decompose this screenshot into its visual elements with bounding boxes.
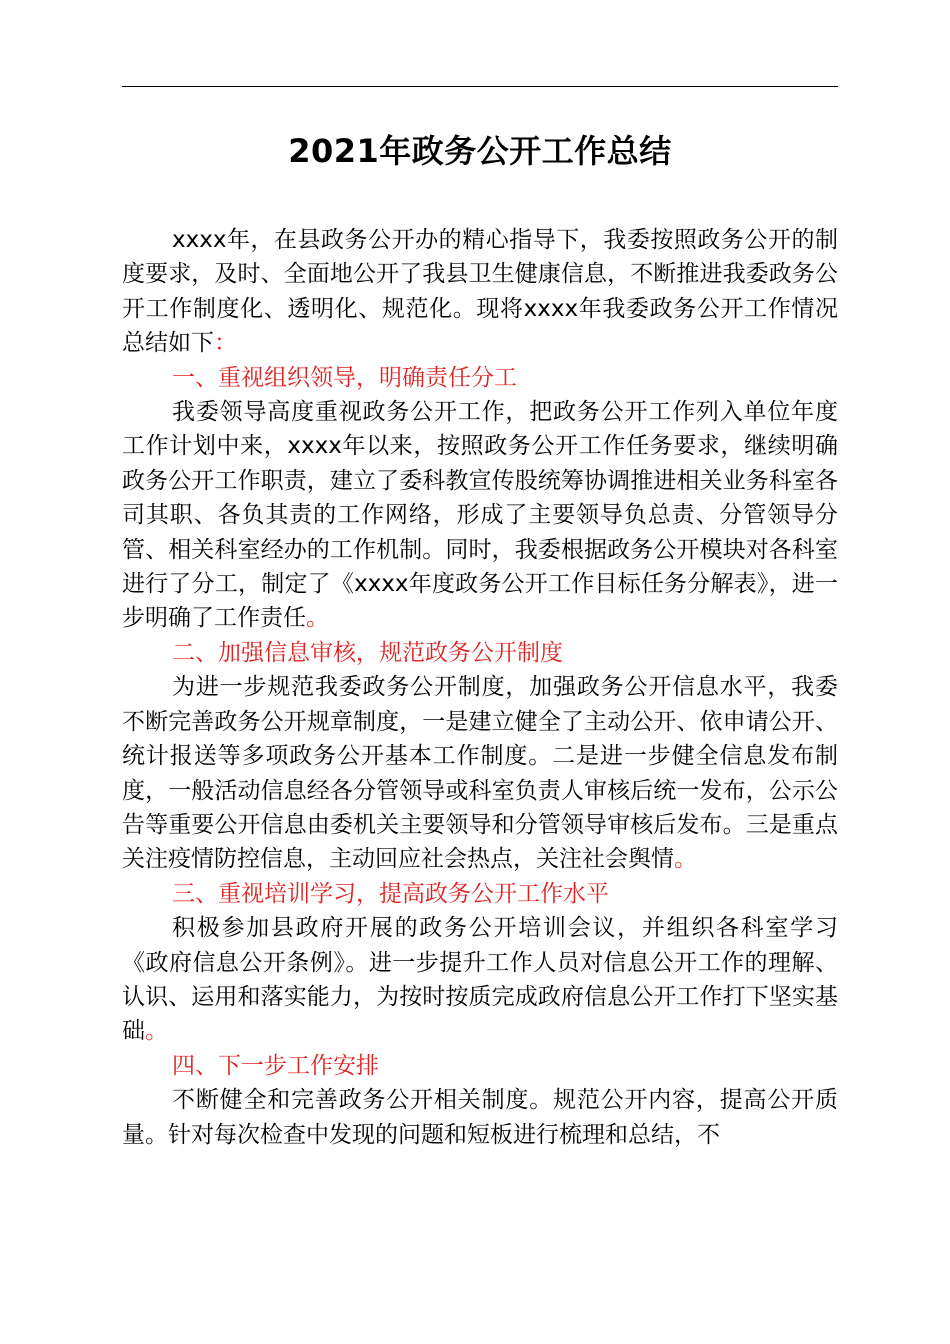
section-heading-1: 一、重视组织领导，明确责任分工 bbox=[172, 364, 517, 391]
section-paragraph-2 bbox=[122, 670, 838, 876]
section-heading-3: 三、重视培训学习，提高政务公开工作水平 bbox=[172, 880, 609, 907]
section-paragraph-1 bbox=[122, 395, 838, 636]
section-paragraph-4 bbox=[122, 1083, 838, 1152]
document-body bbox=[122, 223, 838, 1152]
section-text-3: 积极参加县政府开展的政务公开培训会议，并组织各科室学习《政府信息公开条例》。进一步提升工作人员对信息公开工作的理解、认识、运用和落实能力，为按时按质完成政府信息公开工作打下坚实基础 bbox=[122, 915, 838, 1045]
section-end-mark-3: 。 bbox=[145, 1018, 168, 1045]
section-end-mark-2: 。 bbox=[674, 846, 697, 873]
section-end-mark-1: 。 bbox=[306, 605, 329, 632]
section-heading-4: 四、下一步工作安排 bbox=[172, 1052, 379, 1079]
section-text-1: 我委领导高度重视政务公开工作，把政务公开工作列入单位年度工作计划中来，xxxx年以来，按照政务公开工作任务要求，继续明确政务公开工作职责，建立了委科教宣传股统筹协调推进相关业务科室各司其职、各负其责的工作网络，形成了主要领导负总责、分管领导分管、相关科室经办的工作机制。同时，我委根据政务公开模块对各科室进行了分工，制定了《xxxx年度政务公开工作目标任务分解表》，进一步明确了工作责任 bbox=[122, 399, 838, 632]
intro-paragraph bbox=[122, 223, 838, 361]
header-rule bbox=[122, 86, 838, 87]
intro-text: xxxx年，在县政务公开办的精心指导下，我委按照政务公开的制度要求，及时、全面地公开了我县卫生健康信息，不断推进我委政务公开工作制度化、透明化、规范化。现将xxxx年我委政务公开工作情况总结如下 bbox=[122, 227, 838, 357]
section-text-2: 为进一步规范我委政务公开制度，加强政务公开信息水平，我委不断完善政务公开规章制度，一是建立健全了主动公开、依申请公开、统计报送等多项政务公开基本工作制度。二是进一步健全信息发布制度，一般活动信息经各分管领导或科室负责人审核后统一发布，公示公告等重要公开信息由委机关主要领导和分管领导审核后发布。三是重点关注疫情防控信息，主动回应社会热点，关注社会舆情 bbox=[122, 674, 838, 873]
document-title: 2021年政务公开工作总结 bbox=[288, 132, 672, 170]
intro-end-mark: ： bbox=[214, 330, 237, 357]
section-paragraph-3 bbox=[122, 911, 838, 1049]
section-text-4: 不断健全和完善政务公开相关制度。规范公开内容，提高公开质量。针对每次检查中发现的问题和短板进行梳理和总结，不 bbox=[122, 1087, 838, 1148]
section-heading-2: 二、加强信息审核，规范政务公开制度 bbox=[172, 639, 563, 666]
